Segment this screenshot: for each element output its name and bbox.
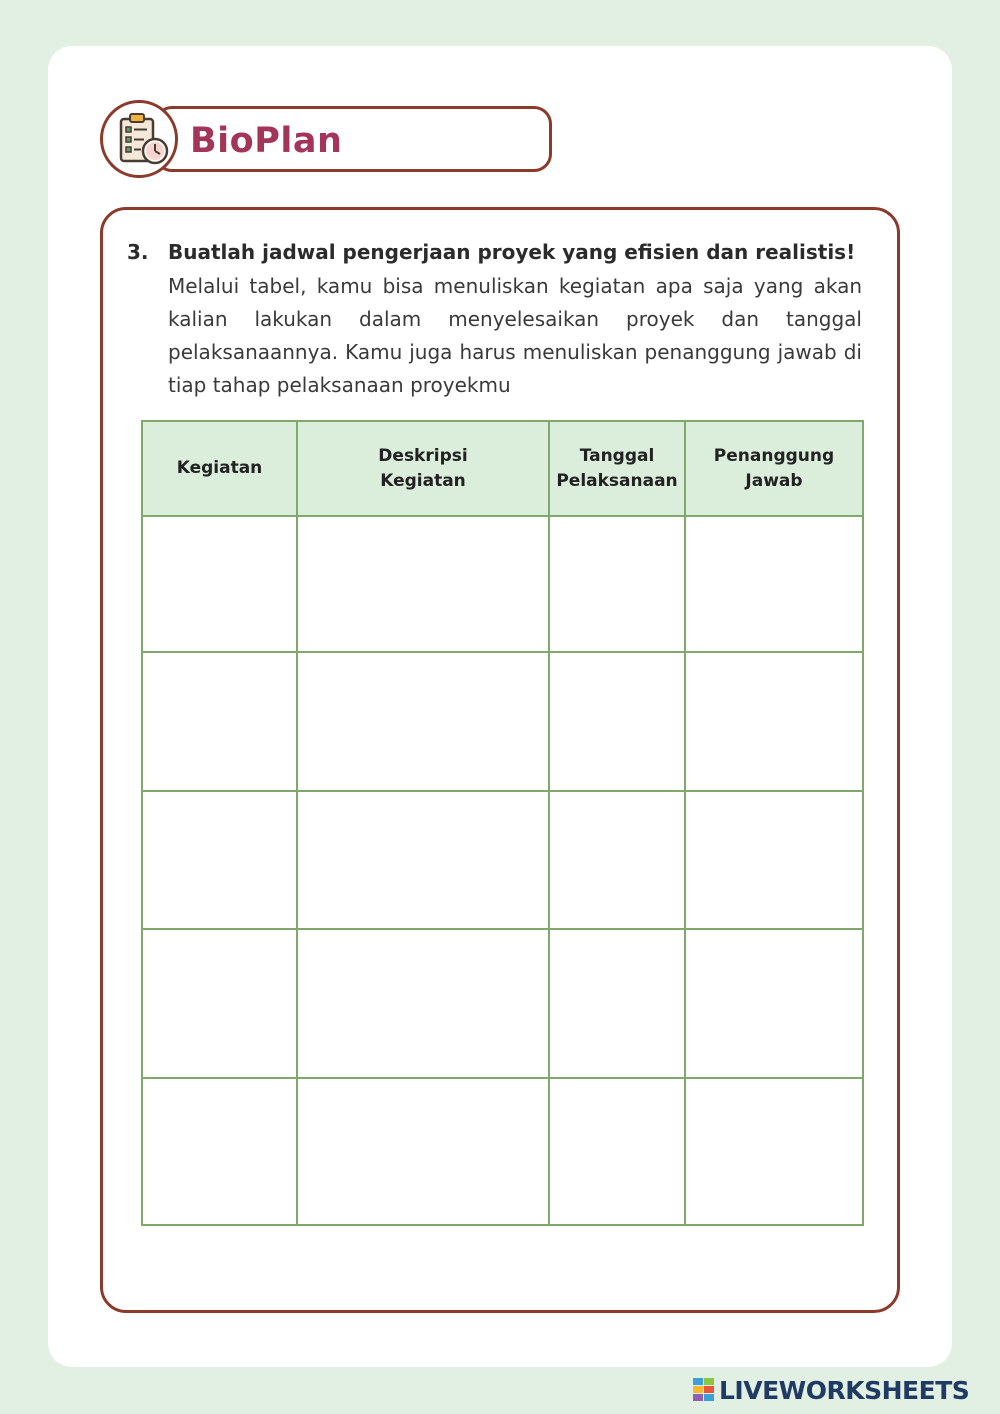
table-cell-kegiatan[interactable]: [142, 1078, 297, 1225]
table-cell-tanggal[interactable]: [549, 791, 685, 929]
schedule-table: [141, 420, 864, 1226]
header-logo: [100, 100, 178, 178]
column-header-kegiatan: [142, 421, 297, 516]
table-row: [142, 1078, 863, 1225]
question-title: Buatlah jadwal pengerjaan proyek yang efisien dan realistis!: [168, 240, 856, 264]
table-cell-tanggal[interactable]: [549, 929, 685, 1078]
table-row: [142, 791, 863, 929]
table-cell-penanggung-jawab[interactable]: [685, 929, 863, 1078]
liveworksheets-logo-icon: [693, 1378, 715, 1402]
table-cell-penanggung-jawab[interactable]: [685, 791, 863, 929]
table-cell-deskripsi[interactable]: [297, 516, 549, 652]
column-header-line: Kegiatan: [176, 458, 263, 478]
column-header-line: Jawab: [745, 470, 803, 491]
column-header-deskripsi: [297, 421, 549, 516]
table-cell-kegiatan[interactable]: [142, 929, 297, 1078]
column-header-line: Deskripsi: [378, 445, 468, 466]
table-cell-penanggung-jawab[interactable]: [685, 1078, 863, 1225]
table-cell-penanggung-jawab[interactable]: [685, 516, 863, 652]
question-instructions: Melalui tabel, kamu bisa menuliskan kegiatan apa saja yang akan kalian lakukan dalam menyelesaikan proyek dan tanggal pelaksanaannya. Kamu juga harus menuliskan penanggung jawab di tiap tahap pelaksanaan proyekmu: [168, 274, 862, 397]
table-cell-deskripsi[interactable]: [297, 791, 549, 929]
column-header-line: Pelaksanaan: [556, 470, 678, 491]
table-row: [142, 652, 863, 791]
table-cell-deskripsi[interactable]: [297, 652, 549, 791]
question-number: 3.: [127, 240, 149, 264]
table-row: [142, 929, 863, 1078]
column-header-line: Tanggal: [579, 445, 655, 466]
table-cell-kegiatan[interactable]: [142, 652, 297, 791]
column-header-line: Kegiatan: [380, 470, 466, 491]
table-row: [142, 516, 863, 652]
table-cell-tanggal[interactable]: [549, 516, 685, 652]
liveworksheets-watermark: [693, 1374, 969, 1406]
column-header-line: Penanggung: [713, 445, 835, 466]
table-cell-deskripsi[interactable]: [297, 1078, 549, 1225]
table-cell-penanggung-jawab[interactable]: [685, 652, 863, 791]
page-title: BioPlan: [190, 121, 343, 161]
table-header-row: [142, 421, 863, 516]
table-cell-kegiatan[interactable]: [142, 791, 297, 929]
watermark-text: LIVEWORKSHEETS: [719, 1375, 970, 1405]
table-cell-tanggal[interactable]: [549, 652, 685, 791]
table-cell-kegiatan[interactable]: [142, 516, 297, 652]
column-header-tanggal: [549, 421, 685, 516]
table-cell-deskripsi[interactable]: [297, 929, 549, 1078]
table-cell-tanggal[interactable]: [549, 1078, 685, 1225]
column-header-penanggung-jawab: [685, 421, 863, 516]
